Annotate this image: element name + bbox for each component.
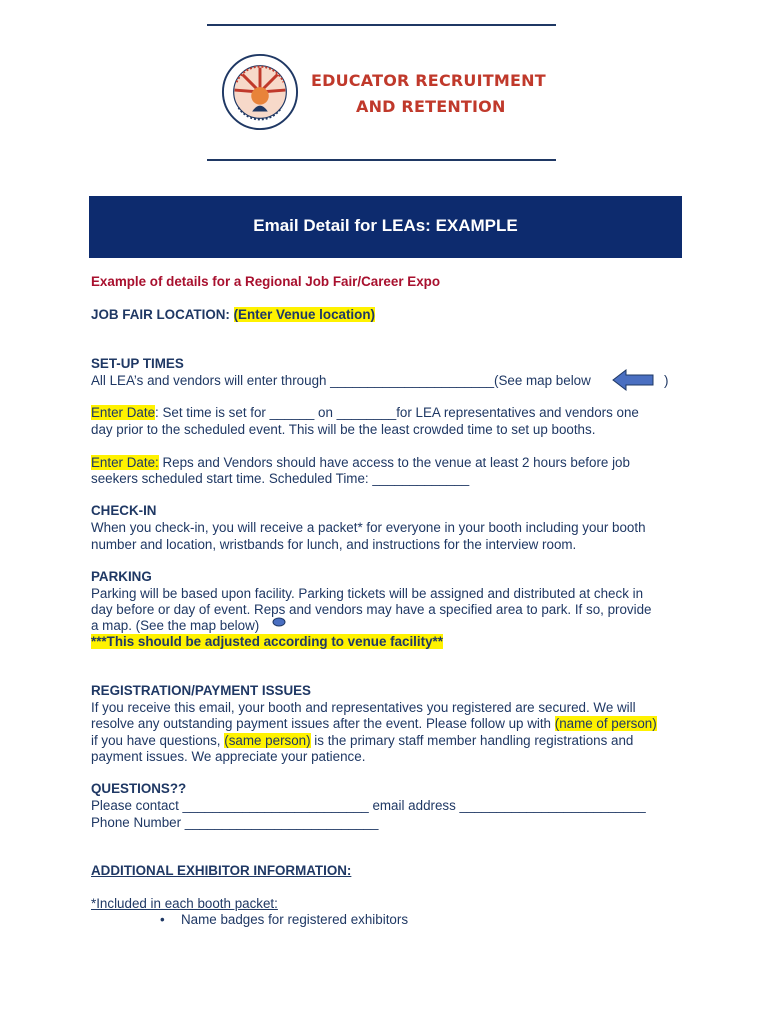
name-of-person: (name of person) [554,716,657,731]
title-banner [89,196,682,258]
registration-line2 [91,716,657,733]
location-label: JOB FAIR LOCATION: [91,307,234,322]
parking-note [91,634,443,651]
date1-label: Enter Date [91,405,156,420]
questions-line1: Please contact _________________________ email address _________________________ [91,798,646,813]
date2-label: Enter Date: [91,455,159,470]
date1-rest: : Set time is set for ______ on ________for LEA representatives and vendors one [155,405,639,420]
setup-date2-line2: seekers scheduled start time. Scheduled Time: _____________ [91,471,470,486]
registration-line4: payment issues. We appreciate your patience. [91,749,366,764]
list-item: Name badges for registered exhibitors [181,912,409,927]
parking-note-text: ***This should be adjusted according to venue facility** [91,634,443,649]
banner-title: Email Detail for LEAs: EXAMPLE [253,216,518,235]
checkin-heading: CHECK-IN [91,503,157,518]
parking-line3: a map. (See the map below) [91,618,260,633]
registration-line3 [91,733,633,750]
setup-date1-line2: day prior to the scheduled event. This will be the least crowded time to set up booths. [91,422,596,437]
setup-line1-close: ) [664,373,669,388]
same-person: (same person) [224,733,311,748]
bottom-rule [207,159,556,161]
date2-rest: Reps and Vendors should have access to the venue at least 2 hours before job [158,455,630,470]
additional-heading: ADDITIONAL EXHIBITOR INFORMATION: [91,863,352,878]
map-marker-icon [272,617,286,627]
questions-line2: Phone Number __________________________ [91,815,379,830]
registration-line3-rest: is the primary staff member handling registrations and [310,733,634,748]
parking-line2: day before or day of event. Reps and vendors may have a specified area to park. If so, provide [91,602,652,617]
registration-line2-text: resolve any outstanding payment issues after the event. Please follow up with [91,716,555,731]
arizona-department-of-education-seal-icon [221,53,299,131]
setup-line1: All LEA’s and vendors will enter through ______________________(See map below [91,373,591,388]
job-fair-location [91,307,375,324]
checkin-line2: number and location, wristbands for lunch, and instructions for the interview room. [91,537,577,552]
location-value: (Enter Venue location) [233,307,375,322]
setup-date1 [91,405,639,422]
parking-heading: PARKING [91,569,152,584]
registration-line3-text: if you have questions, [91,733,225,748]
registration-heading: REGISTRATION/PAYMENT ISSUES [91,683,311,698]
brand-title-line2: AND RETENTION [356,97,506,116]
intro-subtitle: Example of details for a Regional Job Fair/Career Expo [91,274,441,289]
parking-line1: Parking will be based upon facility. Parking tickets will be assigned and distributed at check in [91,586,644,601]
registration-line1: If you receive this email, your booth and representatives you registered are secured. We will [91,700,636,715]
checkin-line1: When you check-in, you will receive a packet* for everyone in your booth including your booth [91,520,646,535]
setup-date2 [91,455,630,472]
setup-heading: SET-UP TIMES [91,356,184,371]
top-rule [207,24,556,26]
questions-heading: QUESTIONS?? [91,781,187,796]
packet-label: *Included in each booth packet: [91,896,278,911]
bullet-icon: • [160,912,165,927]
arrow-left-icon [612,369,654,391]
brand-title-line1: EDUCATOR RECRUITMENT [311,71,546,90]
